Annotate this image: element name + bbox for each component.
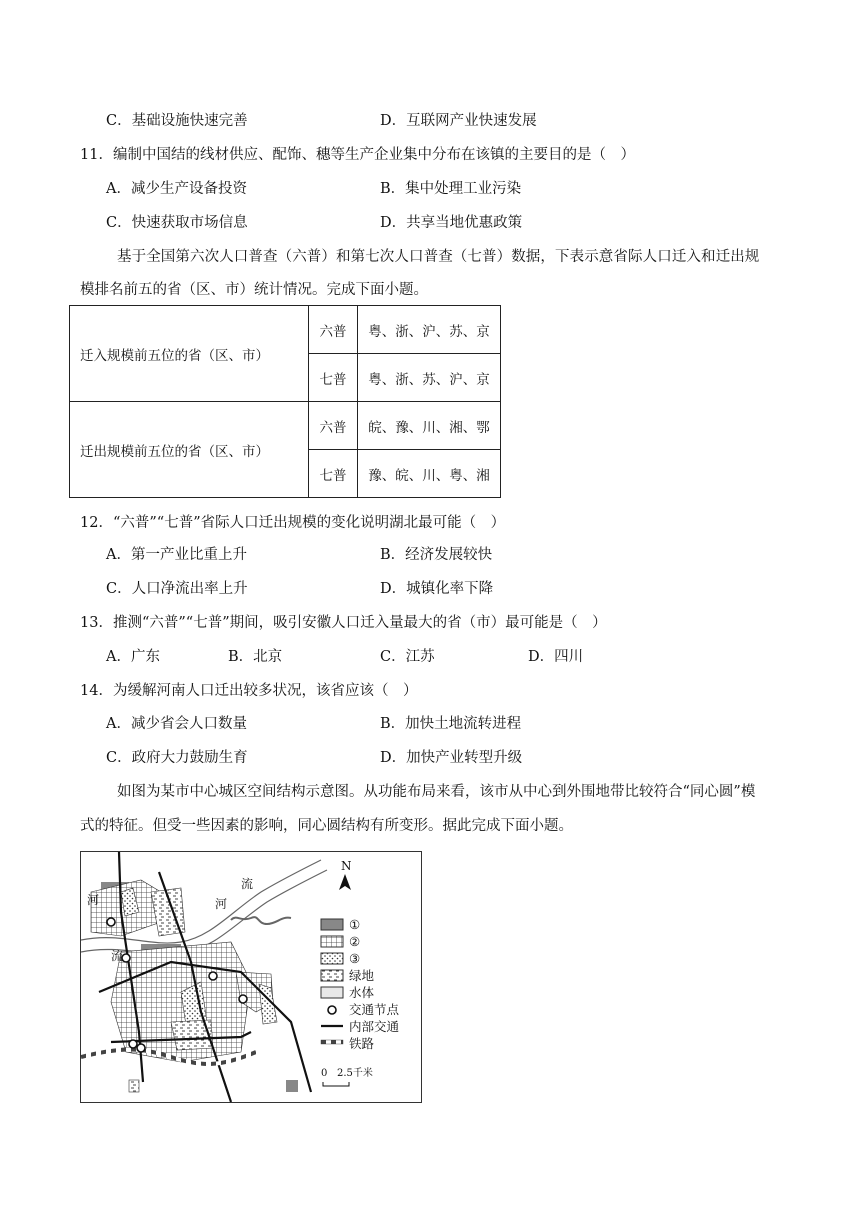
census-6-in: 六普 bbox=[309, 306, 358, 354]
node-1 bbox=[107, 918, 115, 926]
q12-stem: 12．“六普”“七普”省际人口迁出规模的变化说明湖北最可能（ ） bbox=[80, 515, 506, 531]
scale-bar bbox=[323, 1082, 349, 1086]
legend-swatch-3 bbox=[321, 953, 343, 964]
node-4 bbox=[239, 995, 247, 1003]
census-6-out: 六普 bbox=[309, 402, 358, 450]
legend-label-6: 交通节点 bbox=[349, 1002, 400, 1017]
q14-option-c: C．政府大力鼓励生育 bbox=[106, 750, 248, 766]
q10-option-d: D．互联网产业快速发展 bbox=[380, 113, 537, 129]
q11-option-a: A．减少生产设备投资 bbox=[106, 181, 247, 197]
out-seven: 豫、皖、川、粤、湘 bbox=[358, 450, 501, 498]
q11-option-b: B．集中处理工业污染 bbox=[380, 181, 522, 197]
intro2-line1: 基于全国第六次人口普查（六普）和第七次人口普查（七普）数据，下表示意省际人口迁入和迁出规 bbox=[117, 249, 760, 265]
legend-label-3: ③ bbox=[349, 951, 361, 966]
legend-label-2: ② bbox=[349, 934, 361, 949]
scale-value: 2.5千米 bbox=[337, 1068, 373, 1079]
legend-label-5: 水体 bbox=[349, 985, 375, 1000]
q12-option-d: D．城镇化率下降 bbox=[380, 581, 494, 597]
in-label: 迁入规模前五位的省（区、市） bbox=[70, 306, 309, 402]
scale-zero: 0 bbox=[321, 1068, 328, 1079]
out-six: 皖、豫、川、湘、鄂 bbox=[358, 402, 501, 450]
map-svg bbox=[81, 852, 421, 1102]
intro3-line1: 如图为某市中心城区空间结构示意图。从功能布局来看，该市从中心到外围地带比较符合“同心圆”模 bbox=[117, 784, 756, 800]
legend-swatch-4 bbox=[321, 970, 343, 981]
census-7-in: 七普 bbox=[309, 354, 358, 402]
node-6 bbox=[137, 1044, 145, 1052]
river-label-4: 河 bbox=[215, 897, 228, 911]
legend-label-7: 内部交通 bbox=[349, 1019, 400, 1034]
census-7-out: 七普 bbox=[309, 450, 358, 498]
q14-option-a: A．减少省会人口数量 bbox=[106, 716, 247, 732]
legend-label-1: ① bbox=[349, 917, 361, 932]
legend-label-4: 绿地 bbox=[349, 968, 375, 983]
q13-stem: 13．推测“六普”“七普”期间，吸引安徽人口迁入量最大的省（市）最可能是（ ） bbox=[80, 615, 607, 631]
legend-swatch-1 bbox=[321, 919, 343, 930]
river-label-2: 流 bbox=[111, 949, 124, 963]
q11-stem: 11．编制中国结的线材供应、配饰、穗等生产企业集中分布在该镇的主要目的是（ ） bbox=[80, 147, 635, 163]
out-label: 迁出规模前五位的省（区、市） bbox=[70, 402, 309, 498]
legend-label-8: 铁路 bbox=[349, 1036, 375, 1051]
q11-option-c: C．快速获取市场信息 bbox=[106, 215, 248, 231]
q14-stem: 14．为缓解河南人口迁出较多状况，该省应该（ ） bbox=[80, 683, 418, 699]
greenland-outlier bbox=[129, 1080, 139, 1092]
north-label: N bbox=[341, 859, 352, 873]
q11-option-d: D．共享当地优惠政策 bbox=[380, 215, 523, 231]
q14-option-b: B．加快土地流转进程 bbox=[380, 716, 522, 732]
intro3-line2: 式的特征。但受一些因素的影响，同心圆结构有所变形。据此完成下面小题。 bbox=[80, 818, 573, 834]
q14-option-d: D．加快产业转型升级 bbox=[380, 750, 523, 766]
river-label-1: 河 bbox=[87, 893, 100, 907]
in-seven: 粤、浙、苏、沪、京 bbox=[358, 354, 501, 402]
zone-1-core-d bbox=[286, 1080, 298, 1092]
city-structure-map bbox=[80, 851, 422, 1103]
legend-node-icon bbox=[328, 1006, 336, 1014]
q10-option-c: C．基础设施快速完善 bbox=[106, 113, 248, 129]
q12-option-c: C．人口净流出率上升 bbox=[106, 581, 248, 597]
node-3 bbox=[209, 972, 217, 980]
river-label-3: 流 bbox=[241, 877, 254, 891]
node-2 bbox=[122, 954, 130, 962]
migration-table bbox=[69, 305, 501, 498]
q12-option-b: B．经济发展较快 bbox=[380, 547, 493, 563]
legend-swatch-5 bbox=[321, 987, 343, 998]
intro2-line2: 模排名前五的省（区、市）统计情况。完成下面小题。 bbox=[80, 282, 428, 298]
q13-option-c: C．江苏 bbox=[380, 649, 435, 665]
legend-rail-line bbox=[321, 1040, 343, 1044]
greenland-south bbox=[171, 1020, 213, 1050]
node-5 bbox=[129, 1040, 137, 1048]
q13-option-b: B．北京 bbox=[228, 649, 283, 665]
north-arrow-icon bbox=[339, 874, 351, 890]
legend-swatch-2 bbox=[321, 936, 343, 947]
q12-option-a: A．第一产业比重上升 bbox=[106, 547, 247, 563]
q13-option-a: A．广东 bbox=[106, 649, 160, 665]
q13-option-d: D．四川 bbox=[528, 649, 584, 665]
in-six: 粤、浙、沪、苏、京 bbox=[358, 306, 501, 354]
